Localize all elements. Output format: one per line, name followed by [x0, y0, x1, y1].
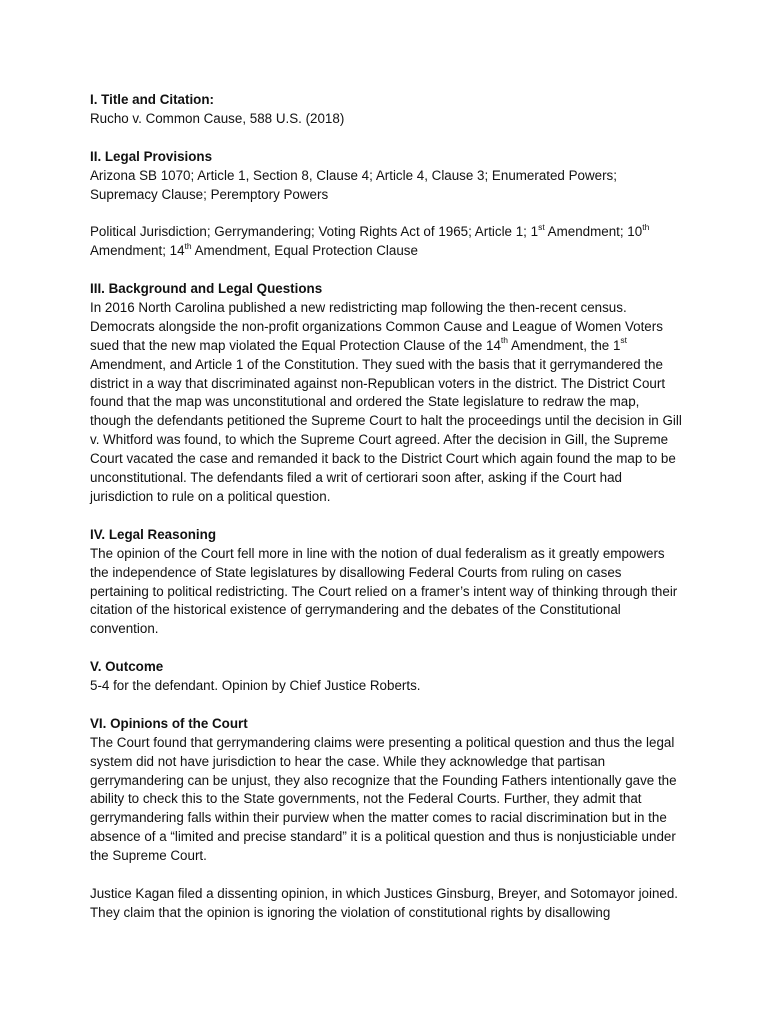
background-part-b: Amendment, the 1 [508, 337, 621, 353]
provisions-p2-part-b: Amendment; 10 [544, 224, 643, 240]
provisions-p2-part-c: Amendment; 14 [90, 243, 185, 259]
background-sup-a: th [500, 335, 509, 346]
provisions-p2-part-d: Amendment, Equal Protection Clause [191, 243, 418, 259]
case-citation: Rucho v. Common Cause, 588 U.S. (2018) [90, 110, 345, 126]
background-sup-b: st [620, 335, 628, 346]
section-reasoning-heading: IV. Legal Reasoning [90, 526, 217, 542]
provisions-p2-part-a: Political Jurisdiction; Gerrymandering; Voting Rights Act of 1965; Article 1; 1 [90, 224, 539, 240]
background-part-c: Amendment, and Article 1 of the Constitution. They sued with the basis that it gerrymandered the district in a way that discriminated against non-Republican voters in the district. The District Court found that the map was unconstitutional and ordered the State legislature to redraw the map, though the defendants petitioned the Supreme Court to halt the proceedings until the decision in Gill v. Whitford was found, to which the Supreme Court agreed. After the decision in Gill, the Supreme Court vacated the case and remanded it back to the District Court which again found the map to be unconstitutional. The defendants filed a writ of certiorari soon after, asking if the Court had jurisdiction to rule on a political question. [90, 356, 682, 504]
background-part-a: In 2016 North Carolina published a new redistricting map following the then-recent census. Democrats alongside the non-profit organizations Common Cause and League of Women Voters sued that the new map violated the Equal Protection Clause of the 14 [90, 299, 663, 353]
section-background-heading: III. Background and Legal Questions [90, 281, 323, 297]
opinions-paragraph-1: The Court found that gerrymandering claims were presenting a political question and thus the legal system did not have jurisdiction to hear the case. While they acknowledge that partisan gerrymandering can be unjust, they also recognize that the Founding Fathers intentionally gave the ability to check this to the State governments, not the Federal Courts. Further, they admit that gerrymandering falls within their purview when the matter comes to racial discrimination but in the absence of a “limited and precise standard” it is a political question and thus is nonjusticiable under the Supreme Court. [90, 734, 677, 864]
section-provisions-heading: II. Legal Provisions [90, 148, 213, 164]
provisions-paragraph-1: Arizona SB 1070; Article 1, Section 8, Clause 4; Article 4, Clause 3; Enumerated Powers; Supremacy Clause; Peremptory Powers [90, 167, 617, 202]
section-title-heading: I. Title and Citation: [90, 92, 214, 107]
section-outcome-heading: V. Outcome [90, 659, 164, 675]
provisions-p2-sup-b: th [642, 221, 650, 232]
provisions-p2-sup-a: st [538, 221, 545, 232]
outcome-paragraph: 5-4 for the defendant. Opinion by Chief Justice Roberts. [90, 678, 421, 694]
provisions-p2-sup-c: th [184, 240, 192, 251]
background-paragraph [90, 299, 682, 507]
provisions-paragraph-2 [90, 223, 682, 261]
document-body [90, 91, 682, 923]
reasoning-paragraph: The opinion of the Court fell more in line with the notion of dual federalism as it greatly empowers the independence of State legislatures by disallowing Federal Courts from ruling on cases pertaining to political redistricting. The Court relied on a framer’s intent way of thinking through their citation of the historical existence of gerrymandering and the debates of the Constitutional convention. [90, 545, 678, 637]
opinions-paragraph-2: Justice Kagan filed a dissenting opinion, in which Justices Ginsburg, Breyer, and Sotomayor joined. They claim that the opinion is ignoring the violation of constitutional rights by disallowing [90, 885, 679, 920]
section-opinions-heading: VI. Opinions of the Court [90, 715, 248, 731]
